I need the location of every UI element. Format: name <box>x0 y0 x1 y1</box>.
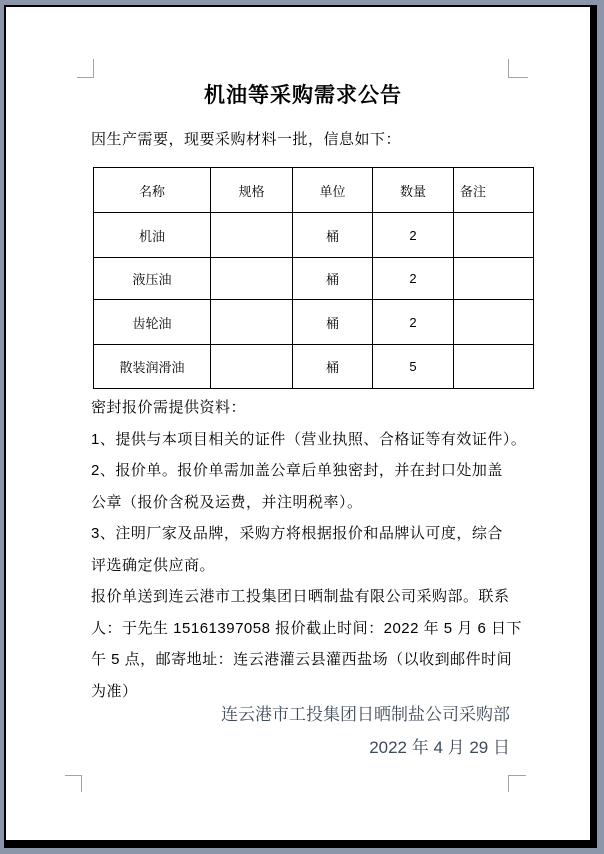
table-cell-qty: 5 <box>373 345 454 389</box>
table-cell-qty: 2 <box>373 213 454 258</box>
margin-mark-top-left <box>77 59 94 78</box>
table-cell-spec <box>211 258 293 300</box>
body-paragraphs <box>91 392 536 707</box>
body-line: 人：于先生 15161397058 报价截止时间：2022 年 5 月 6 日下 <box>91 619 522 637</box>
body-line: 2、报价单。报价单需加盖公章后单独密封，并在封口处加盖 <box>91 462 503 479</box>
intro-text: 因生产需要，现要采购材料一批，信息如下： <box>91 131 402 148</box>
body-line: 午 5 点，邮寄地址：连云港灌云县灌西盐场（以收到邮件时间 <box>91 651 513 668</box>
margin-mark-bottom-right <box>508 775 526 792</box>
table-cell-unit: 桶 <box>293 345 373 389</box>
body-line: 密封报价需提供资料： <box>91 399 247 416</box>
table-cell-note <box>454 258 534 300</box>
table-cell-unit: 桶 <box>293 213 373 258</box>
table-cell-note <box>454 213 534 258</box>
table-cell-note <box>454 345 534 389</box>
table-cell-spec <box>211 213 293 258</box>
table-cell-spec <box>211 300 293 345</box>
margin-mark-top-right <box>508 59 528 78</box>
table-cell-name: 散装润滑油 <box>94 345 211 389</box>
body-line: 3、注明厂家及品牌，采购方将根据报价和品牌认可度，综合 <box>91 525 503 542</box>
table-header-spec: 规格 <box>211 168 293 213</box>
table-cell-qty: 2 <box>373 300 454 345</box>
table-header-name: 名称 <box>94 168 211 213</box>
table-cell-unit: 桶 <box>293 300 373 345</box>
table-cell-spec <box>211 345 293 389</box>
body-line: 为准） <box>91 682 138 700</box>
table-header-note: 备注 <box>454 168 534 213</box>
table-row <box>94 345 534 389</box>
body-line: 公章（报价含税及运费，并注明税率）。 <box>91 493 363 511</box>
table-row <box>94 258 534 300</box>
signature-date: 2022 年 4 月 29 日 <box>369 738 510 757</box>
signature-org: 连云港市工投集团日晒制盐公司采购部 <box>221 705 510 724</box>
body-line: 1、提供与本项目相关的证件（营业执照、合格证等有效证件）。 <box>91 430 527 448</box>
table-row <box>94 300 534 345</box>
table-cell-name: 齿轮油 <box>94 300 211 345</box>
body-line: 评选确定供应商。 <box>91 556 216 574</box>
table-row <box>94 213 534 258</box>
table-cell-unit: 桶 <box>293 258 373 300</box>
body-line: 报价单送到连云港市工投集团日晒制盐有限公司采购部。联系 <box>91 588 510 605</box>
procurement-table <box>93 167 534 389</box>
table-header-row <box>94 168 534 213</box>
page-title: 机油等采购需求公告 <box>204 84 402 107</box>
table-cell-name: 液压油 <box>94 258 211 300</box>
table-cell-note <box>454 300 534 345</box>
table-cell-name: 机油 <box>94 213 211 258</box>
table-header-unit: 单位 <box>293 168 373 213</box>
table-cell-qty: 2 <box>373 258 454 300</box>
margin-mark-bottom-left <box>65 775 82 792</box>
table-header-qty: 数量 <box>373 168 454 213</box>
